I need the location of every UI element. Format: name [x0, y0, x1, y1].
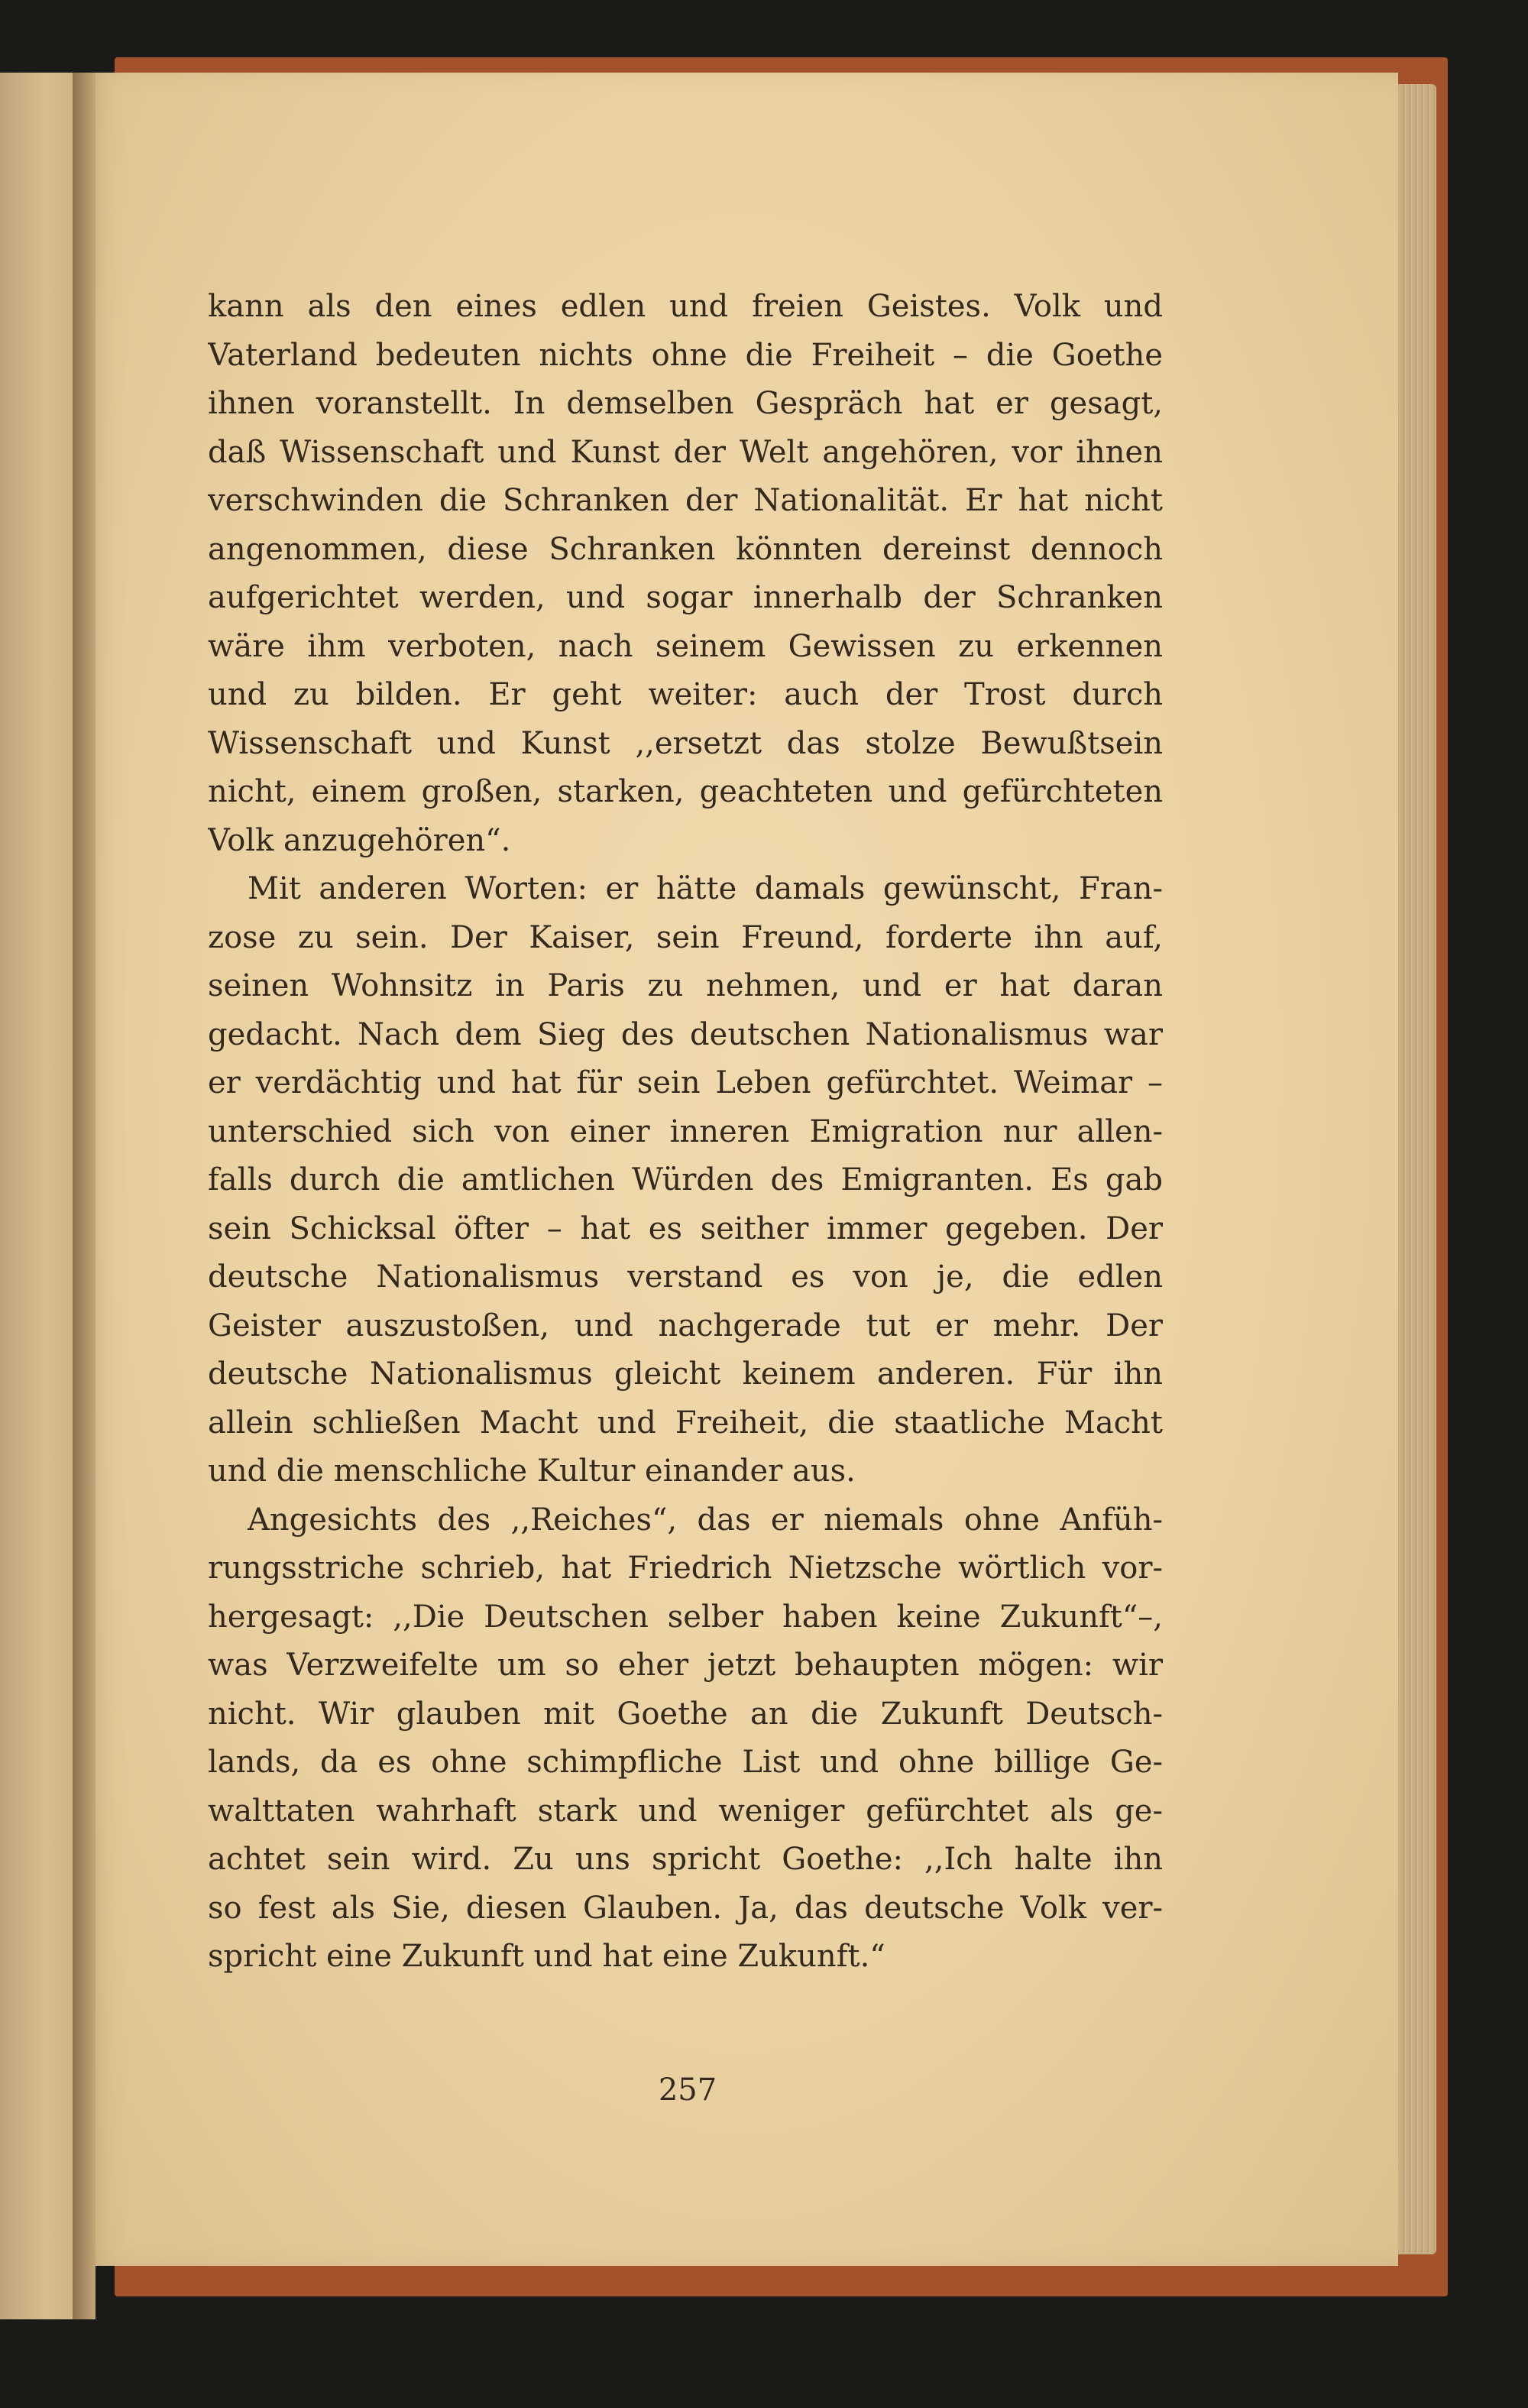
text-line: Geister auszustoßen, und nachgerade tut er mehr. Der [208, 1308, 1163, 1343]
text-line: spricht eine Zukunft und hat eine Zukunft.“ [208, 1939, 885, 1974]
text-line: rungsstriche schrieb, hat Friedrich Nietzsche wörtlich vor- [208, 1551, 1163, 1586]
text-line: nicht. Wir glauben mit Goethe an die Zukunft Deutsch- [208, 1696, 1163, 1732]
text-line: ihnen voranstellt. In demselben Gespräch hat er gesagt, [208, 386, 1163, 421]
text-line: hergesagt: ,,Die Deutschen selber haben keine Zukunft“–, [208, 1599, 1163, 1635]
text-line: wäre ihm verboten, nach seinem Gewissen zu erkennen [208, 628, 1163, 664]
text-line: Wissenschaft und Kunst ,,ersetzt das stolze Bewußtsein [208, 725, 1163, 761]
text-line: und zu bilden. Er geht weiter: auch der Trost durch [208, 677, 1163, 712]
text-line: Mit anderen Worten: er hätte damals gewünscht, Fran- [248, 871, 1163, 906]
text-line: und die menschliche Kultur einander aus. [208, 1454, 856, 1489]
text-line: walttaten wahrhaft stark und weniger gefürchtet als ge- [208, 1793, 1163, 1829]
text-line: deutsche Nationalismus gleicht keinem anderen. Für ihn [208, 1356, 1163, 1392]
facing-page-edge [0, 73, 84, 2319]
text-line: gedacht. Nach dem Sieg des deutschen Nationalismus war [208, 1016, 1163, 1052]
text-line: achtet sein wird. Zu uns spricht Goethe: ,,Ich halte ihn [208, 1842, 1163, 1877]
text-line: falls durch die amtlichen Würden des Emigranten. Es gab [208, 1162, 1163, 1198]
text-line: verschwinden die Schranken der Nationalität. Er hat nicht [208, 483, 1163, 518]
book-gutter [73, 73, 96, 2319]
text-line: angenommen, diese Schranken könnten dereinst dennoch [208, 531, 1163, 567]
text-line: was Verzweifelte um so eher jetzt behaupten mögen: wir [208, 1648, 1163, 1683]
text-line: deutsche Nationalismus verstand es von je, die edlen [208, 1259, 1163, 1295]
text-line: Angesichts des ,,Reiches“, das er niemals ohne Anfüh- [248, 1502, 1163, 1538]
text-line: zose zu sein. Der Kaiser, sein Freund, forderte ihn auf, [208, 919, 1163, 955]
text-line: Volk anzugehören“. [208, 822, 511, 858]
text-line: aufgerichtet werden, und sogar innerhalb der Schranken [208, 580, 1163, 615]
text-line: lands, da es ohne schimpfliche List und ohne billige Ge- [208, 1745, 1163, 1780]
text-line: er verdächtig und hat für sein Leben gefürchtet. Weimar – [208, 1065, 1163, 1100]
text-line: daß Wissenschaft und Kunst der Welt angehören, vor ihnen [208, 434, 1163, 470]
text-line: unterschied sich von einer inneren Emigration nur allen- [208, 1113, 1163, 1149]
text-line: seinen Wohnsitz in Paris zu nehmen, und er hat daran [208, 968, 1163, 1003]
text-line: so fest als Sie, diesen Glauben. Ja, das deutsche Volk ver- [208, 1890, 1163, 1926]
text-line: kann als den eines edlen und freien Geistes. Volk und [208, 289, 1163, 324]
text-line: nicht, einem großen, starken, geachteten und gefürchteten [208, 774, 1163, 809]
text-line: sein Schicksal öfter – hat es seither immer gegeben. Der [208, 1210, 1163, 1246]
body-text [208, 283, 1163, 1982]
page-number: 257 [658, 2073, 717, 2108]
text-line: Vaterland bedeuten nichts ohne die Freiheit – die Goethe [208, 337, 1163, 373]
text-line: allein schließen Macht und Freiheit, die staatliche Macht [208, 1405, 1163, 1441]
